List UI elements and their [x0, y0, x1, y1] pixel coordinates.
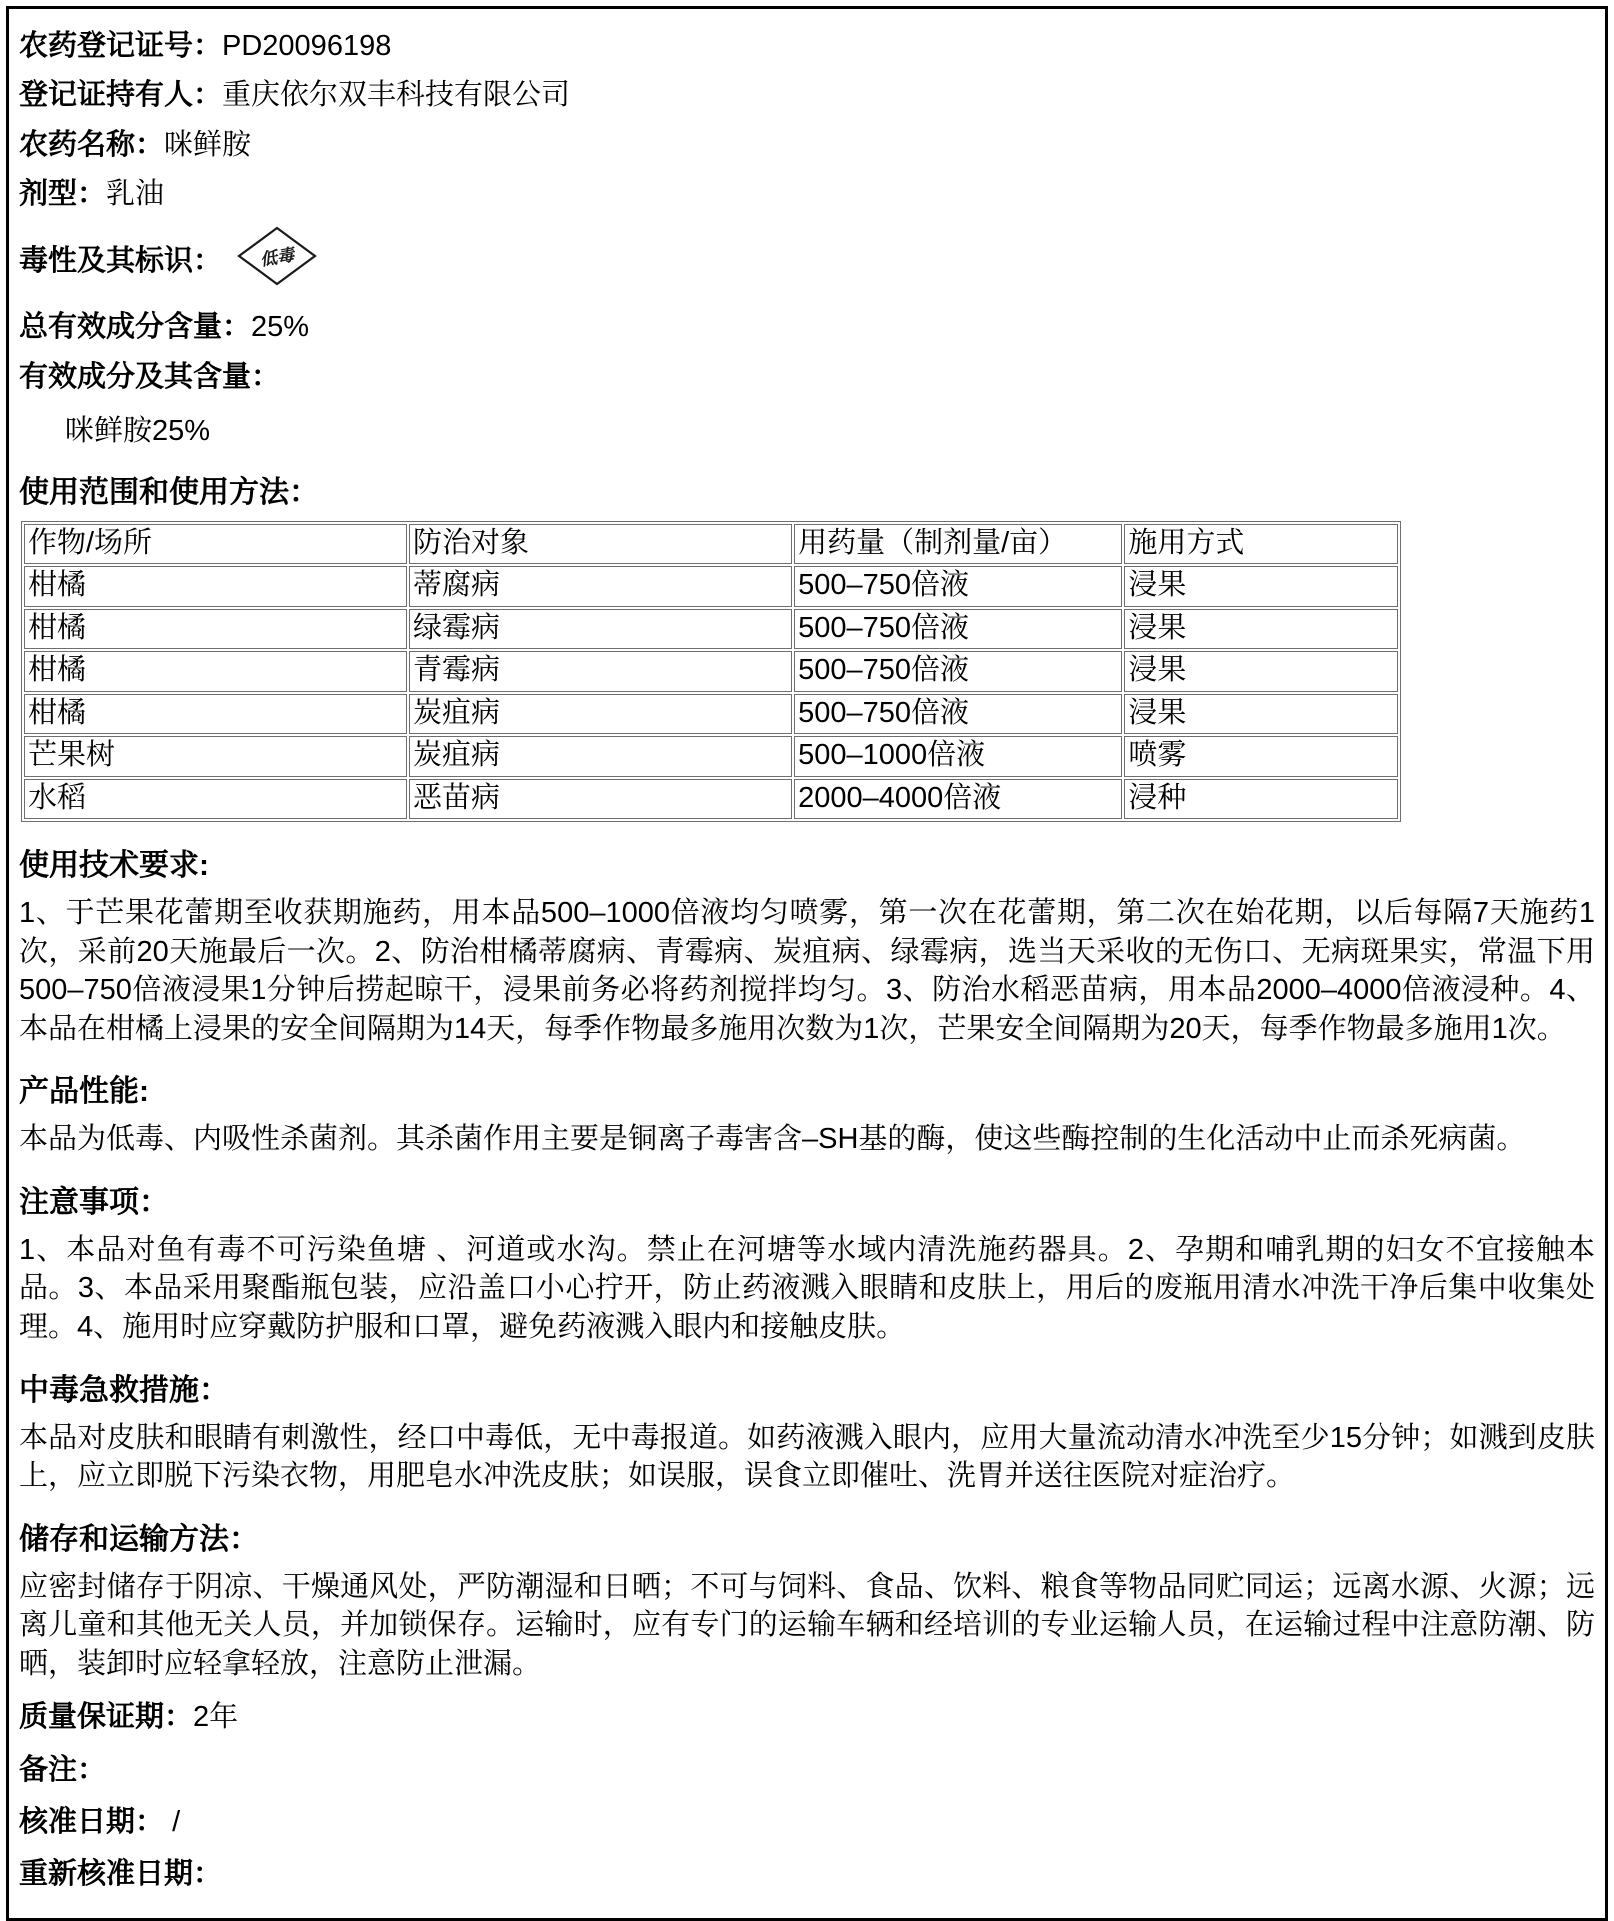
- section-first-aid: [19, 1365, 1595, 1496]
- cell-method: 浸果: [1124, 609, 1398, 649]
- section-title: 中毒急救措施：: [19, 1373, 229, 1407]
- cell-crop: 芒果树: [24, 736, 407, 776]
- cell-method: 浸果: [1124, 694, 1398, 734]
- header-method: 施用方式: [1124, 524, 1398, 564]
- approval-date-label: 核准日期：: [19, 1805, 165, 1838]
- cell-crop: 柑橘: [24, 566, 407, 606]
- cell-crop: 柑橘: [24, 651, 407, 691]
- usage-table: [21, 521, 1401, 822]
- section-title: 注意事项：: [19, 1185, 169, 1219]
- section-storage-transport: [19, 1514, 1595, 1684]
- active-ingredient-label: 有效成分及其含量：: [19, 360, 281, 393]
- cell-dosage: 500–750倍液: [794, 566, 1122, 606]
- usage-table-header-row: [24, 524, 1398, 564]
- warranty-period-label: 质量保证期：: [19, 1701, 194, 1734]
- cell-target: 炭疽病: [409, 736, 792, 776]
- cell-dosage: 2000–4000倍液: [794, 779, 1122, 819]
- active-ingredient-row: [19, 359, 1595, 395]
- reapproval-date-label: 重新核准日期：: [19, 1858, 223, 1891]
- registration-number-row: [19, 28, 1595, 64]
- remarks-label: 备注：: [19, 1753, 107, 1786]
- header-dosage: 用药量（制剂量/亩）: [794, 524, 1122, 564]
- formulation-label: 剂型：: [19, 177, 107, 210]
- cell-dosage: 500–750倍液: [794, 609, 1122, 649]
- warranty-period-row: [19, 1699, 1595, 1735]
- table-row: [24, 651, 1398, 691]
- section-body: 应密封储存于阴凉、干燥通风处，严防潮湿和日晒；不可与饲料、食品、饮料、粮食等物品同贮同运；远离水源、火源；远离儿童和其他无关人员，并加锁保存。运输时，应有专门的运输车辆和经培训的专业运输人员，在运输过程中注意防潮、防晒，装卸时应轻拿轻放，注意防止泄漏。: [19, 1570, 1595, 1680]
- section-title: 使用技术要求:: [19, 849, 209, 883]
- toxicity-row: [19, 225, 1595, 296]
- table-row: [24, 609, 1398, 649]
- table-row: [24, 694, 1398, 734]
- cell-target: 青霉病: [409, 651, 792, 691]
- certificate-holder-value: 重庆依尔双丰科技有限公司: [222, 79, 571, 112]
- pesticide-name-row: [19, 127, 1595, 163]
- section-title: 储存和运输方法：: [19, 1522, 259, 1556]
- cell-crop: 柑橘: [24, 694, 407, 734]
- formulation-row: [19, 176, 1595, 212]
- formulation-value: 乳油: [106, 177, 165, 210]
- approval-date-row: [19, 1804, 1595, 1840]
- cell-method: 浸果: [1124, 566, 1398, 606]
- cell-dosage: 500–750倍液: [794, 694, 1122, 734]
- pesticide-registration-page: [0, 6, 1614, 1891]
- low-toxicity-diamond-icon: [236, 225, 318, 296]
- cell-target: 绿霉病: [409, 609, 792, 649]
- approval-date-value: /: [172, 1805, 181, 1838]
- cell-method: 浸种: [1124, 779, 1398, 819]
- warranty-period-value: 2年: [193, 1701, 239, 1734]
- certificate-holder-label: 登记证持有人：: [19, 79, 223, 112]
- remarks-row: [19, 1752, 1595, 1788]
- section-precautions: [19, 1177, 1595, 1347]
- section-title: 产品性能:: [19, 1075, 149, 1109]
- cell-target: 蒂腐病: [409, 566, 792, 606]
- total-content-value: 25%: [251, 311, 310, 344]
- section-body: 1、于芒果花蕾期至收获期施药，用本品500–1000倍液均匀喷雾，第一次在花蕾期，第二次在始花期，以后每隔7天施药1次，采前20天施最后一次。2、防治柑橘蒂腐病、青霉病、炭疽病、绿霉病，选当天采收的无伤口、无病斑果实，常温下用500–750倍液浸果1分钟后捞起晾干，浸果前务必将药剂搅拌均匀。3、防治水稻恶苗病，用本品2000–4000倍液浸种。4、本品在柑橘上浸果的安全间隔期为14天，每季作物最多施用次数为1次，芒果安全间隔期为20天，每季作物最多施用1次。: [19, 897, 1595, 1045]
- cell-crop: 柑橘: [24, 609, 407, 649]
- cell-target: 恶苗病: [409, 779, 792, 819]
- document-sheet: [6, 6, 1608, 1921]
- table-row: [24, 566, 1398, 606]
- certificate-holder-row: [19, 77, 1595, 113]
- section-body: 本品为低毒、内吸性杀菌剂。其杀菌作用主要是铜离子毒害含–SH基的酶，使这些酶控制的生化活动中止而杀死病菌。: [19, 1123, 1526, 1156]
- registration-number-value: PD20096198: [222, 30, 392, 62]
- reapproval-date-row: [19, 1856, 1595, 1892]
- header-crop: 作物/场所: [24, 524, 407, 564]
- total-content-row: [19, 309, 1595, 345]
- cell-method: 浸果: [1124, 651, 1398, 691]
- cell-dosage: 500–1000倍液: [794, 736, 1122, 776]
- header-target: 防治对象: [409, 524, 792, 564]
- usage-table-title: 使用范围和使用方法：: [19, 475, 319, 509]
- section-product-performance: [19, 1066, 1595, 1159]
- pesticide-name-label: 农药名称：: [19, 128, 165, 161]
- cell-crop: 水稻: [24, 779, 407, 819]
- section-body: 本品对皮肤和眼睛有刺激性，经口中毒低，无中毒报道。如药液溅入眼内，应用大量流动清水冲洗至少15分钟；如溅到皮肤上，应立即脱下污染衣物，用肥皂水冲洗皮肤；如误服，误食立即催吐、洗胃并送往医院对症治疗。: [19, 1421, 1595, 1493]
- section-technical-requirements: [19, 840, 1595, 1048]
- table-row: [24, 736, 1398, 776]
- cell-dosage: 500–750倍液: [794, 651, 1122, 691]
- cell-target: 炭疽病: [409, 694, 792, 734]
- total-content-label: 总有效成分含量：: [19, 311, 252, 344]
- active-ingredient-value: 咪鲜胺25%: [65, 414, 211, 447]
- table-row: [24, 779, 1398, 819]
- toxicity-label: 毒性及其标识：: [19, 244, 223, 277]
- cell-method: 喷雾: [1124, 736, 1398, 776]
- low-toxicity-badge-text: 低毒: [258, 245, 296, 270]
- registration-number-label: 农药登记证号：: [19, 30, 223, 62]
- pesticide-name-value: 咪鲜胺: [164, 128, 252, 161]
- section-body: 1、本品对鱼有毒不可污染鱼塘 、河道或水沟。禁止在河塘等水域内清洗施药器具。2、孕期和哺乳期的妇女不宜接触本品。3、本品采用聚酯瓶包装，应沿盖口小心拧开，防止药液溅入眼睛和皮肤上，用后的废瓶用清水冲洗干净后集中收集处理。4、施用时应穿戴防护服和口罩，避免药液溅入眼内和接触皮肤。: [19, 1233, 1595, 1343]
